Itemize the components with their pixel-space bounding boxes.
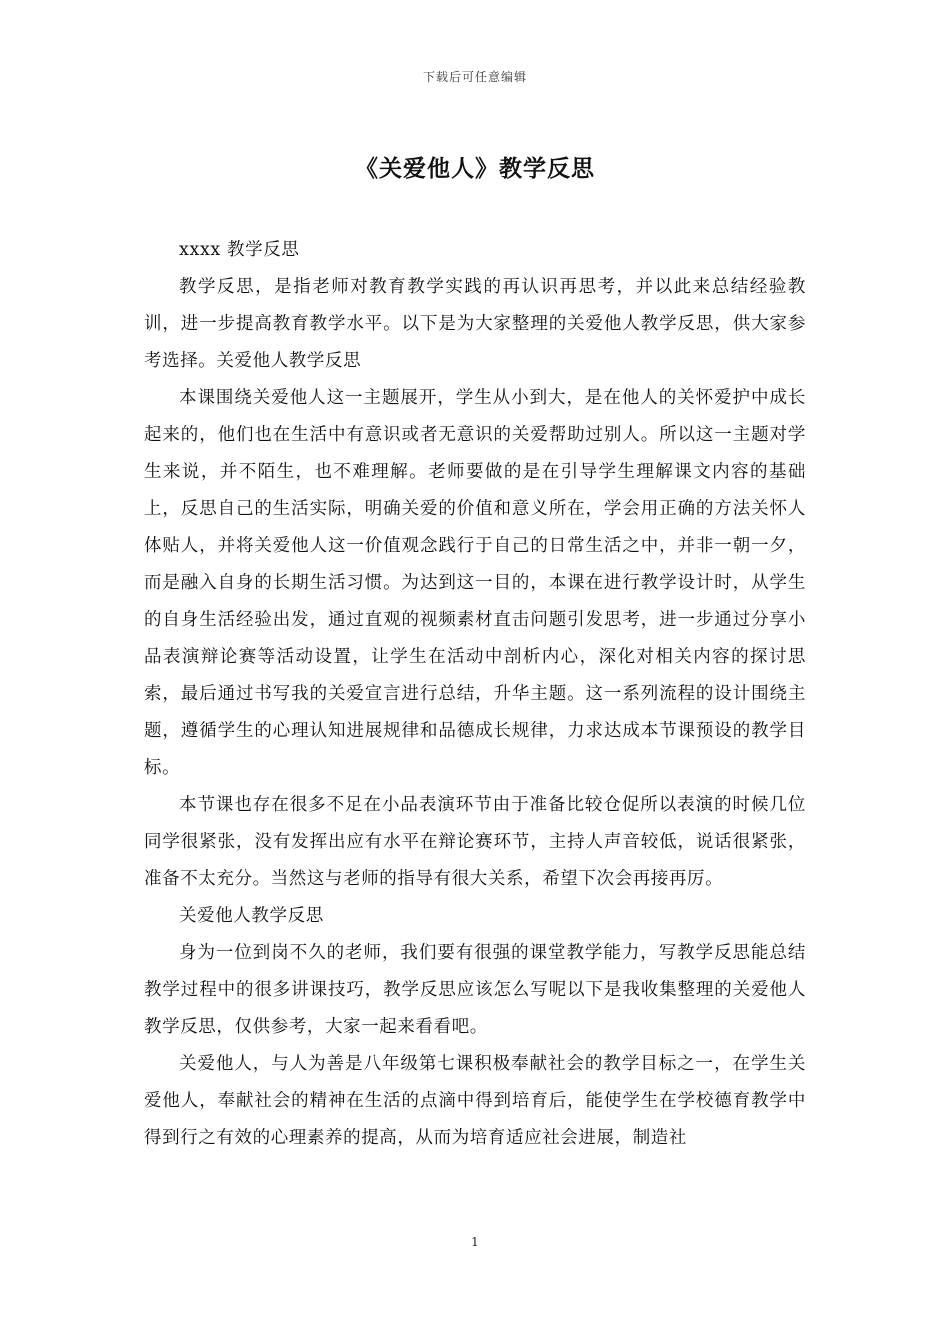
paragraph-section-heading: 关爱他人教学反思 <box>179 906 324 926</box>
document-header-note: 下载后可任意编辑 <box>422 70 527 84</box>
paragraph-new-teacher: 身为一位到岗不久的老师，我们要有很强的课堂教学能力，写教学反思能总结教学过程中的很多讲课技巧，教学反思应该怎么写呢以下是我收集整理的关爱他人教学反思，仅供参考，大家一起来看看吧。 <box>144 943 806 1037</box>
paragraph-subtitle: xxxx 教学反思 <box>179 240 300 260</box>
page-number: 1 <box>471 1235 479 1249</box>
paragraph-caring-others: 关爱他人，与人为善是八年级第七课积极奉献社会的教学目标之一，在学生关爱他人，奉献社会的精神在生活的点滴中得到培育后，能使学生在学校德育教学中得到行之有效的心理素养的提高，从而为培育适应社会进展，制造社 <box>144 1054 806 1148</box>
paragraph-shortcomings: 本节课也存在很多不足在小品表演环节由于准备比较仓促所以表演的时候几位同学很紧张，没有发挥出应有水平在辩论赛环节，主持人声音较低，说话很紧张，准备不太充分。当然这与老师的指导有很大关系，希望下次会再接再厉。 <box>144 795 806 889</box>
document-title: 《关爱他人》教学反思 <box>355 155 595 182</box>
paragraph-intro: 教学反思，是指老师对教育教学实践的再认识再思考，并以此来总结经验教训，进一步提高教育教学水平。以下是为大家整理的关爱他人教学反思，供大家参考选择。关爱他人教学反思 <box>144 277 806 371</box>
document-body <box>144 232 806 1157</box>
paragraph-lesson-design: 本课围绕关爱他人这一主题展开，学生从小到大，是在他人的关怀爱护中成长起来的，他们也在生活中有意识或者无意识的关爱帮助过别人。所以这一主题对学生来说，并不陌生，也不难理解。老师要做的是在引导学生理解课文内容的基础上，反思自己的生活实际，明确关爱的价值和意义所在，学会用正确的方法关怀人体贴人，并将关爱他人这一价值观念践行于自己的日常生活之中，并非一朝一夕，而是融入自身的长期生活习惯。为达到这一目的，本课在进行教学设计时，从学生的自身生活经验出发，通过直观的视频素材直击问题引发思考，进一步通过分享小品表演辩论赛等活动设置，让学生在活动中剖析内心，深化对相关内容的探讨思索，最后通过书写我的关爱宣言进行总结，升华主题。这一系列流程的设计围绕主题，遵循学生的心理认知进展规律和品德成长规律，力求达成本节课预设的教学目标。 <box>144 388 806 778</box>
